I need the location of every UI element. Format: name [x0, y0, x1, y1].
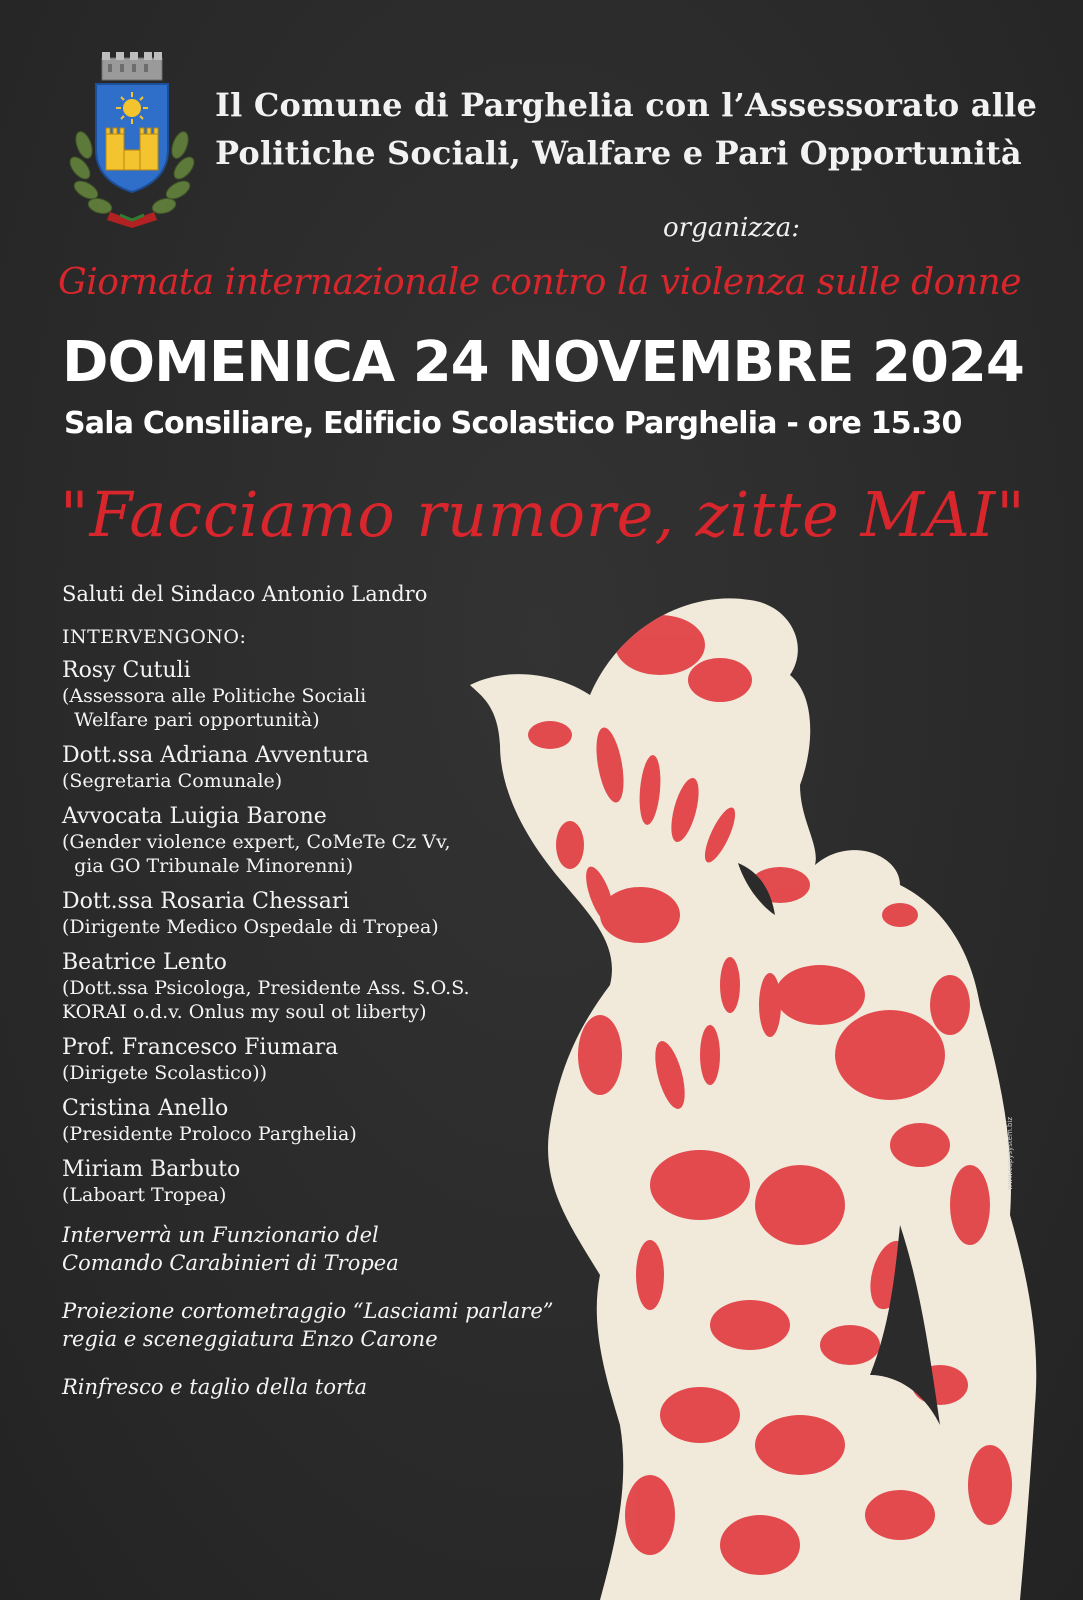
speaker-item: [62, 1157, 522, 1207]
speaker-name: Dott.ssa Adriana Avventura: [62, 743, 369, 768]
header-line-2: Politiche Sociali, Walfare e Pari Opportunità: [215, 134, 1022, 172]
speaker-name: Cristina Anello: [62, 1096, 229, 1121]
event-title: Giornata internazionale contro la violenza sulle donne: [58, 262, 1022, 303]
event-slogan: "Facciamo rumore, zitte MAI": [60, 478, 1026, 551]
speaker-role: (Dott.ssa Psicologa, Presidente Ass. S.O.S. KORAI o.d.v. Onlus my soul ot liberty): [62, 977, 470, 1023]
intervengono-heading: INTERVENGONO:: [62, 626, 247, 648]
speaker-item: [62, 1035, 522, 1085]
speaker-role: (Gender violence expert, CoMeTe Cz Vv, gia GO Tribunale Minorenni): [62, 831, 451, 877]
greeting-text: Saluti del Sindaco Antonio Landro: [62, 582, 428, 606]
printer-credit: [1006, 1100, 1020, 1200]
speaker-item: [62, 1096, 522, 1146]
speaker-item: [62, 889, 522, 939]
speaker-name: Dott.ssa Rosaria Chessari: [62, 889, 350, 914]
event-venue: Sala Consiliare, Edificio Scolastico Parghelia - ore 15.30: [64, 406, 962, 441]
speaker-name: Beatrice Lento: [62, 950, 227, 975]
speaker-role: (Assessora alle Politiche Sociali Welfare pari opportunità): [62, 685, 367, 731]
speaker-role: (Laboart Tropea): [62, 1184, 227, 1206]
speaker-item: [62, 950, 522, 1024]
program-notes: [62, 1221, 554, 1401]
speaker-role: (Presidente Proloco Parghelia): [62, 1123, 357, 1145]
printer-credit-text: www.copysystem.biz: [1006, 1116, 1014, 1190]
speaker-name: Prof. Francesco Fiumara: [62, 1035, 339, 1060]
event-date: DOMENICA 24 NOVEMBRE 2024: [62, 330, 1024, 395]
organizza-label: organizza:: [663, 213, 800, 243]
speaker-role: (Dirigente Medico Ospedale di Tropea): [62, 916, 439, 938]
speaker-item: [62, 804, 522, 878]
speaker-role: (Segretaria Comunale): [62, 770, 283, 792]
note-carabinieri: Interverrà un Funzionario del Comando Carabinieri di Tropea: [62, 1223, 399, 1275]
speaker-name: Miriam Barbuto: [62, 1157, 241, 1182]
program-info: [62, 582, 554, 1421]
woman-silhouette-illustration: [470, 585, 1050, 1600]
speaker-name: Avvocata Luigia Barone: [62, 804, 327, 829]
note-projection: Proiezione cortometraggio “Lasciami parlare” regia e sceneggiatura Enzo Carone: [62, 1299, 554, 1351]
note-refreshment: Rinfresco e taglio della torta: [62, 1375, 367, 1399]
speaker-name: Rosy Cutuli: [62, 658, 191, 683]
speaker-item: [62, 743, 522, 793]
speaker-role: (Dirigete Scolastico)): [62, 1062, 268, 1084]
municipal-crest-icon: [62, 50, 202, 230]
header-line-1: Il Comune di Parghelia con l’Assessorato alle: [215, 86, 1038, 124]
speaker-item: [62, 658, 522, 732]
